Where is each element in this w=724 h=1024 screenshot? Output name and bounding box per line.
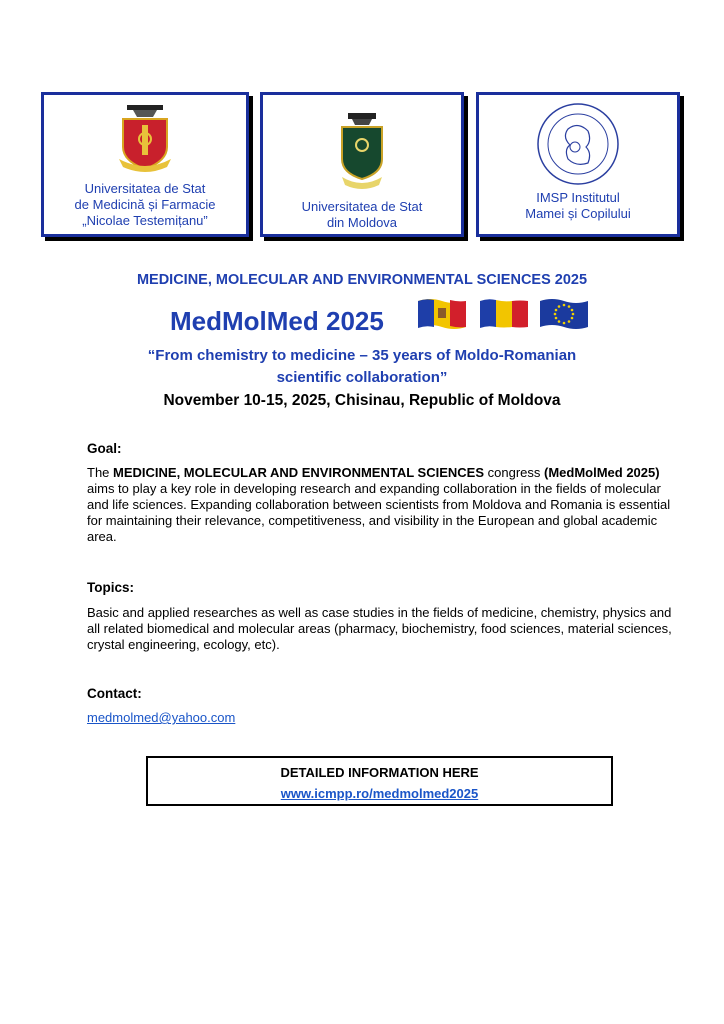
subtitle-line: scientific collaboration”: [276, 369, 448, 386]
caption-line: Mamei și Copilului: [525, 206, 631, 221]
contact-heading: Contact:: [87, 686, 142, 701]
logo-box-usmf: [41, 92, 249, 237]
goal-acronym: (MedMolMed 2025): [544, 465, 660, 480]
goal-congress-name: MEDICINE, MOLECULAR AND ENVIRONMENTAL SCIENCES: [113, 465, 485, 480]
info-title: DETAILED INFORMATION HERE: [280, 765, 479, 780]
imsp-seal-icon: [535, 101, 621, 187]
goal-text: aims to play a key role in developing research and expanding collaboration in the fields of molecular and life sciences. Expanding collaboration between scientists from Moldova and Romania is essential for maintaining their relevance, competitiveness, and visibility in the European and global academic area.: [87, 481, 671, 544]
topics-paragraph: Basic and applied researches as well as case studies in the fields of medicine, chemistry, physics and all related biomedical and molecular areas (pharmacy, biochemistry, food sciences, material sciences, crystal engineering, ecology, etc).: [87, 605, 672, 652]
info-website-link[interactable]: www.icmpp.ro/medmolmed2025: [280, 786, 479, 801]
caption-line: de Medicină și Farmacie: [74, 197, 216, 212]
goal-paragraph: [87, 465, 677, 545]
caption-line: Universitatea de Stat: [301, 199, 423, 214]
topics-heading: Topics:: [87, 580, 134, 595]
contact-email-link[interactable]: medmolmed@yahoo.com: [87, 710, 236, 725]
romania-flag-icon: [478, 297, 530, 331]
logo-box-usm: [260, 92, 464, 237]
logo-caption-imsp: [479, 190, 677, 222]
caption-line: IMSP Institutul: [536, 190, 620, 205]
event-dates: November 10-15, 2025, Chisinau, Republic of Moldova: [163, 392, 561, 409]
caption-line: din Moldova: [326, 215, 398, 230]
acronym-title: MedMolMed 2025: [170, 306, 384, 336]
eu-flag-icon: [538, 297, 590, 331]
goal-text: The: [87, 465, 114, 480]
subtitle: [0, 345, 724, 389]
logo-caption-usm: [263, 199, 461, 231]
goal-text: congress: [484, 465, 544, 480]
info-box: [146, 756, 613, 806]
caption-line: Universitatea de Stat: [84, 181, 206, 196]
logo-caption-usmf: [44, 181, 246, 229]
logo-box-imsp: [476, 92, 680, 237]
congress-title: MEDICINE, MOLECULAR AND ENVIRONMENTAL SCIENCES 2025: [136, 272, 588, 288]
goal-heading: Goal:: [87, 441, 122, 456]
usmf-crest-icon: [113, 99, 177, 179]
caption-line: „Nicolae Testemițanu”: [82, 213, 208, 228]
usm-crest-icon: [336, 111, 388, 193]
subtitle-line: “From chemistry to medicine – 35 years of Moldo-Romanian: [147, 347, 577, 364]
moldova-flag-icon: [416, 297, 468, 331]
